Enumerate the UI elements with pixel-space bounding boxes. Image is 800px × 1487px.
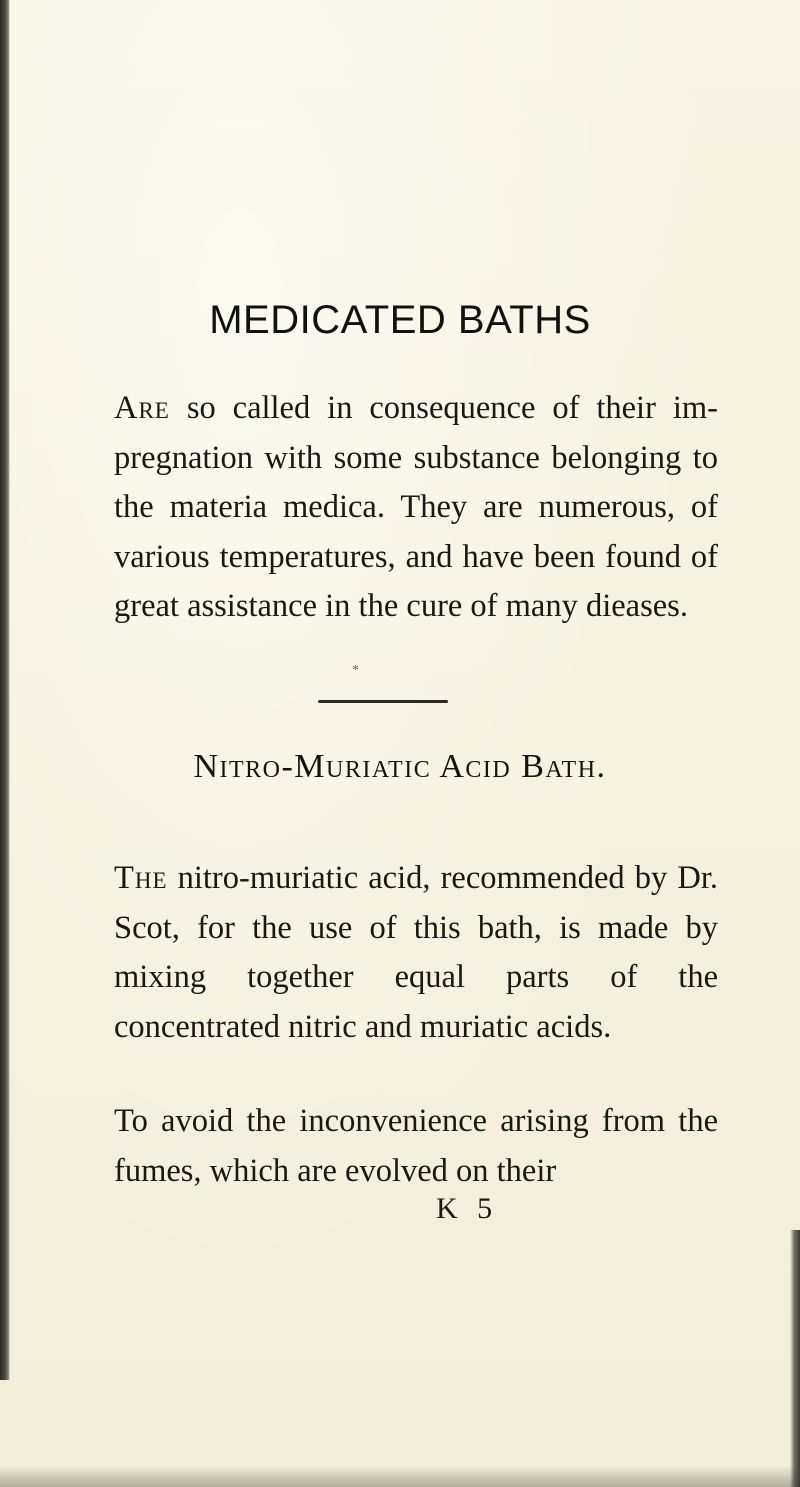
binding-edge: [0, 0, 10, 1380]
paragraph-lead-word: Are: [114, 390, 170, 426]
paragraph-lead-word: The: [114, 860, 168, 896]
paragraph-acid: [114, 854, 718, 1052]
section-divider: [318, 700, 448, 703]
page-edge: [790, 1230, 800, 1487]
paragraph-intro: [114, 384, 718, 632]
page-shadow: [0, 1465, 800, 1487]
paragraph-text: nitro-muriatic acid, recommended by Dr. Scot, for the use of this bath, is made by mixing together equal parts of the concentrated nitric and muriatic acids.: [114, 860, 718, 1045]
section-heading: MEDICATED BATHS: [209, 298, 591, 342]
subsection-heading: Nitro-Muriatic Acid Bath.: [193, 748, 607, 785]
printer-signature-mark: K 5: [436, 1192, 499, 1225]
paragraph-fumes: To avoid the inconvenience arising from the fumes, which are evolved on their: [114, 1103, 718, 1189]
paragraph-text: so called in consequence of their impregnation with some substance belonging to the materia medica. They are numerous, of various temperatures, and have been found of great assistance in the cure of many dieases.: [114, 390, 718, 624]
asterisk-mark: *: [352, 663, 359, 678]
